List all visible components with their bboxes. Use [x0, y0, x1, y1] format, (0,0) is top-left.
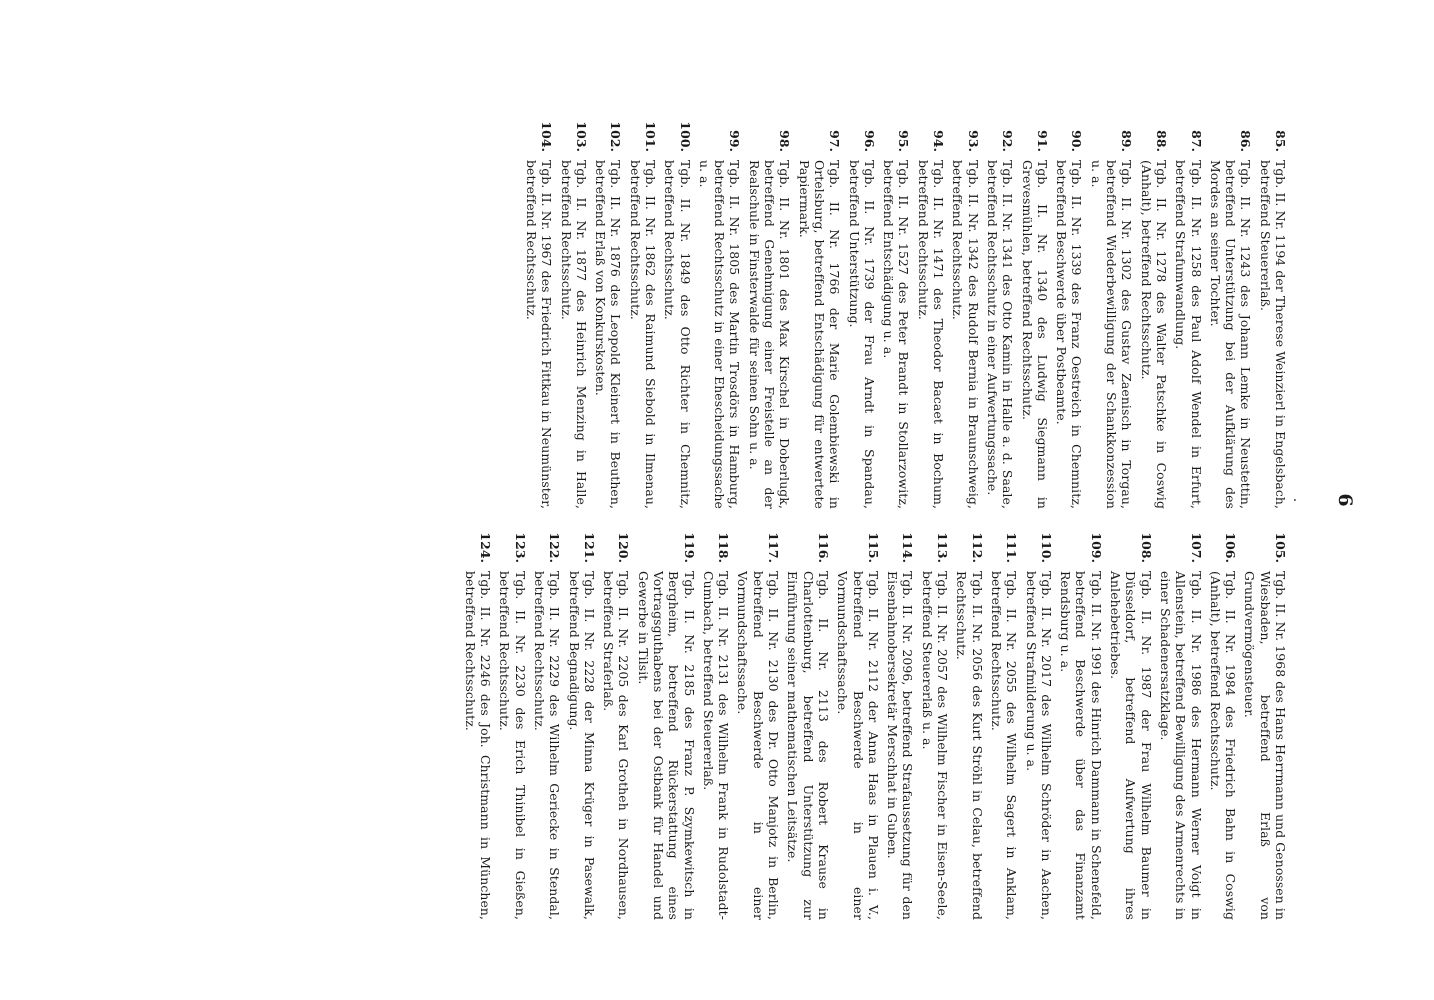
entry-number: 101.	[643, 121, 659, 152]
list-item	[1242, 525, 1288, 920]
list-item	[1158, 525, 1204, 920]
entry-text: Tgb. II. Nr. 2228 der Minna Krüger in Pasewalk, betreffend Begnadigung.	[566, 571, 597, 920]
entry-number: 94.	[931, 130, 947, 152]
list-item	[566, 525, 597, 920]
entry-text: Tgb. II. Nr. 2230 des Erich Thinibel in Gießen, betreffend Rechtsschutz.	[497, 571, 528, 920]
entry-text: Tgb. II. Nr. 1801 des Max Kirschel in Doberlugk, betreffend Genehmigung einer Freistelle an der Realschule in Finsterwalde für seinen Sohn u. a.	[746, 160, 793, 509]
entry-number: 108.	[1138, 532, 1154, 563]
entry-text: Tgb. II. Nr. 1876 des Leopold Kleinert in Beuthen, betreffend Erlaß von Konkurskosten.	[593, 160, 624, 509]
entry-text: Tgb. II. Nr. 1302 des Gustav Zaenisch in Torgau, betreffend Wiederbewilligung der Schankkonzession u. a.	[1088, 160, 1135, 509]
entry-text: Tgb. II. Nr. 1339 des Franz Oestreich in Chemnitz, betreffend Beschwerde über Postbeamte.	[1054, 160, 1085, 509]
list-item	[950, 114, 981, 509]
entry-number: 114.	[900, 532, 916, 563]
list-item	[881, 114, 912, 509]
page-mark: .	[1290, 497, 1306, 503]
list-item	[1088, 114, 1134, 509]
entry-number: 107.	[1188, 532, 1204, 563]
entry-text: Tgb. II. Nr. 1258 des Paul Adolf Wendel in Erfurt, betreffend Strafumwandlung.	[1173, 160, 1204, 509]
entry-text: Tgb. II. Nr. 1278 des Walter Patschke in Coswig (Anhalt), betreffend Rechtsschutz.	[1138, 160, 1169, 509]
entry-number: 104.	[539, 121, 555, 152]
list-item	[785, 525, 831, 920]
entry-text: Tgb. II. Nr. 1739 der Frau Arndt in Spandau, betreffend Unterstützung.	[846, 160, 877, 509]
entry-number: 111.	[1004, 532, 1020, 563]
list-item	[846, 114, 877, 509]
entry-number: 103.	[573, 121, 589, 152]
entry-number: 90.	[1069, 130, 1085, 152]
entry-number: 112.	[969, 532, 985, 563]
list-item	[601, 525, 632, 920]
entry-number: 97.	[827, 130, 843, 152]
entry-text: Tgb. II. Nr. 2246 des Joh. Christmann in München, betreffend Rechtsschutz.	[462, 571, 494, 920]
list-item	[915, 114, 946, 509]
entry-text: Tgb. II. Nr. 2130 des Dr. Otto Manjotz in Berlin, betreffend Beschwerde in einer Vormundschaftssache.	[735, 571, 782, 920]
entry-text: Tgb. II. Nr. 1340 des Ludwig Siegmann in Grevesmühlen, betreffend Rechtsschutz.	[1019, 160, 1050, 509]
entry-number: 124.	[478, 532, 494, 563]
entry-text: Tgb. II. Nr. 2017 des Wilhelm Schröder in Aachen, betreffend Strafmilderung u. a.	[1023, 571, 1054, 920]
entry-number: 86.	[1238, 130, 1254, 152]
entry-number: 106.	[1223, 532, 1239, 563]
entry-text: Tgb. II. Nr. 1342 des Rudolf Bernia in Braunschweig, betreffend Rechtsschutz.	[950, 160, 981, 509]
entry-number: 105.	[1273, 532, 1288, 563]
list-item	[701, 525, 732, 920]
entry-text: Tgb. II. Nr. 2056 des Kurt Ströhl in Celau, betreffend Rechtsschutz.	[954, 571, 985, 920]
entry-text: Tgb. II. Nr. 1194 der Therese Weinzierl in Engelsbach, betreffend Steuererlaß.	[1257, 160, 1288, 509]
entry-text: Tgb. II. Nr. 1341 des Otto Kamin in Halle a. d. Saale, betreffend Rechtsschutz in einer Aufwertungssache.	[984, 160, 1016, 509]
entry-number: 102.	[608, 121, 624, 152]
list-item	[985, 114, 1016, 509]
entry-number: 120.	[616, 532, 632, 563]
entry-number: 95.	[896, 130, 912, 152]
list-item	[1058, 525, 1104, 920]
entry-text: Tgb. II. Nr. 1987 der Frau Wilhelm Baumer in Düsseldorf, betreffend Aufwertung ihres Anlehebetriebes.	[1108, 571, 1154, 920]
list-item	[1023, 525, 1054, 920]
entry-number: 123.	[512, 532, 528, 563]
entry-text: Tgb. II. Nr. 1967 des Friedrich Fittkau in Neumünster, betreffend Rechtsschutz.	[523, 160, 555, 509]
list-item	[558, 114, 589, 509]
entry-number: 117.	[766, 532, 782, 563]
list-item	[662, 114, 693, 509]
entry-number: 96.	[861, 130, 877, 152]
list-item	[1208, 114, 1254, 509]
entry-number: 116.	[815, 532, 831, 563]
entry-number: 92.	[1000, 130, 1016, 152]
list-item	[1208, 525, 1239, 920]
list-item	[1108, 525, 1154, 920]
list-item	[627, 114, 658, 509]
entry-text: Tgb. II. Nr. 2131 des Wilhelm Frank in Rudolstadt-Cumbach, betreffend Steuererlaß.	[700, 571, 732, 920]
entry-text: Tgb. II. Nr. 1862 des Raimund Siebold in Ilmenau, betreffend Rechtsschutz.	[627, 160, 659, 509]
entry-number: 121.	[581, 532, 597, 563]
list-item	[885, 525, 916, 920]
entry-text: Tgb. II. Nr. 2055 des Wilhelm Sagert in Anklam, betreffend Rechtsschutz.	[988, 571, 1020, 920]
list-item	[1138, 114, 1169, 509]
list-item	[747, 114, 793, 509]
list-item	[697, 114, 743, 509]
list-item	[524, 114, 555, 509]
entry-number: 119.	[681, 532, 697, 563]
list-item	[954, 525, 985, 920]
page-number: 6	[1334, 493, 1356, 507]
list-item	[796, 114, 842, 509]
entry-number: 99.	[727, 130, 743, 152]
entry-number: 93.	[965, 130, 981, 152]
entry-text: Tgb. II. Nr. 1877 des Heinrich Menzing in Halle, betreffend Rechtsschutz.	[558, 160, 589, 509]
entry-text: Tgb. II. Nr. 1991 des Hinrich Dammann in Schenefeld, betreffend Beschwerde über das Finanzamt Rendsburg u. a.	[1058, 571, 1104, 920]
entry-number: 89.	[1119, 130, 1135, 152]
list-item	[735, 525, 781, 920]
list-item	[635, 525, 696, 920]
entry-text: Tgb. II. Nr. 1968 des Hans Herrmann und Genossen in Wiesbaden, betreffend Erlaß von Grundvermögensteuer.	[1242, 571, 1288, 920]
left-column	[520, 114, 1288, 509]
entry-number: 115.	[865, 532, 881, 563]
list-item	[532, 525, 563, 920]
list-item	[497, 525, 528, 920]
entry-text: Tgb. II. Nr. 1471 des Theodor Bacaet in Bochum, betreffend Rechtsschutz.	[915, 160, 947, 509]
entry-text: Tgb. II. Nr. 1243 des Johann Lemke in Neustettin, betreffend Unterstützung bei der Aufklärung des Mordes an seiner Tochter.	[1207, 160, 1254, 509]
list-item	[462, 525, 493, 920]
entry-number: 122.	[547, 532, 563, 563]
entry-number: 109.	[1088, 532, 1104, 563]
entry-text: Tgb. II. Nr. 2185 des Franz P. Szymkewitsch in Bergheim, betreffend Rückerstattung eines Vortragsguthabens bei der Ostbank für Handel und Gewerbe in Tilsit.	[635, 571, 697, 920]
entry-number: 91.	[1034, 130, 1050, 152]
entry-number: 98.	[777, 130, 793, 152]
entry-number: 110.	[1038, 532, 1054, 563]
entry-text: Tgb. II. Nr. 2205 des Karl Grotheh in Nordhausen, betreffend Straferlaß.	[601, 571, 632, 920]
entry-number: 100.	[677, 121, 693, 152]
entry-text: Tgb. II. Nr. 1849 des Otto Richter in Chemnitz, betreffend Rechtsschutz.	[662, 160, 693, 509]
entry-text: Tgb. II. Nr. 1527 des Peter Brandt in Stollarzowitz, betreffend Entschädigung u. a.	[881, 160, 912, 509]
list-item	[989, 525, 1020, 920]
list-item	[1257, 114, 1288, 509]
right-column	[458, 525, 1288, 920]
list-item	[835, 525, 881, 920]
list-item	[1054, 114, 1085, 509]
entry-text: Tgb. II. Nr. 1766 der Marie Golembiewski in Ortelsburg, betreffend Entschädigung für entwertete Papiermark.	[796, 160, 843, 509]
list-item	[919, 525, 950, 920]
list-item	[1173, 114, 1204, 509]
entry-number: 88.	[1153, 130, 1169, 152]
entry-text: Tgb. II. Nr. 2229 des Wilhelm Geriecke in Stendal, betreffend Rechtsschutz.	[531, 571, 563, 920]
entry-number: 118.	[716, 532, 732, 563]
list-item	[1019, 114, 1050, 509]
entry-number: 113.	[935, 532, 951, 563]
entry-text: Tgb. II. Nr. 2113 des Robert Krause in Charlottenburg, betreffend Unterstützung zur Einführung seiner mathematischen Leitsätze.	[785, 571, 831, 920]
entry-text: Tgb. II. Nr. 1986 des Hermann Werner Voigt in Allenstein, betreffend Bewilligung des Armenrechts in einer Schadenersatzklage.	[1157, 571, 1204, 920]
entry-text: Tgb. II. Nr. 2057 des Wilhelm Fischer in Eisen-Seele, betreffend Steuererlaß u. a.	[919, 571, 951, 920]
list-item	[593, 114, 624, 509]
entry-text: Tgb. II. Nr. 2112 der Anna Haas in Plauen i. V., betreffend Beschwerde in einer Vormundschaftssache.	[835, 571, 881, 920]
entry-text: Tgb. II. Nr. 1984 des Friedrich Bahn in Coswig (Anhalt), betreffend Rechtsschutz.	[1207, 571, 1239, 920]
entry-number: 85.	[1273, 130, 1288, 152]
entry-number: 87.	[1188, 130, 1204, 152]
entry-text: Tgb. II. Nr. 2096, betreffend Strafaussetzung für den Eisenbahnobersekretär Merschhat in Guben.	[885, 571, 916, 920]
entry-text: Tgb. II. Nr. 1805 des Martin Trosdörs in Hamburg, betreffend Rechtsschutz in einer Ehescheidungssache u. a.	[696, 160, 743, 509]
